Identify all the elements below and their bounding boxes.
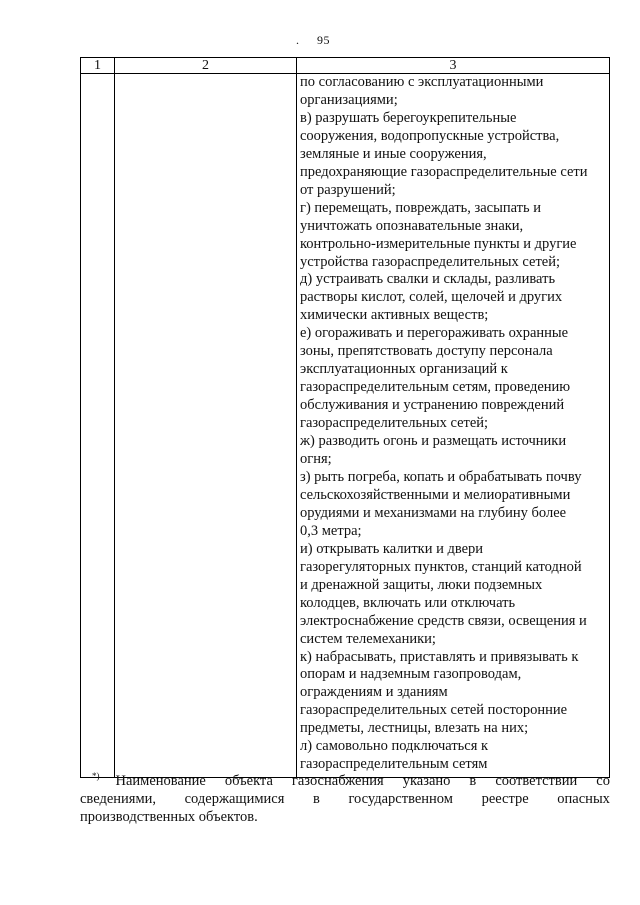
cell-text-line: газораспределительным сетям [300,756,488,773]
footnote-word: Наименование [115,773,206,789]
cell-text-line: колодцев, включать или отключать [300,594,516,611]
cell-text-line: предохраняющие газораспределительные сети [300,163,588,180]
cell-text-line: по согласованию с эксплуатационными [300,74,544,90]
cell-text-line: ограждениям и зданиям [300,684,448,701]
cell-text-line: газорегуляторных пунктов, станций катодной [300,558,582,575]
cell-text-line: систем телемеханики; [300,630,436,647]
table-row [81,74,610,778]
cell-text-line: зоны, препятствовать доступу персонала [300,343,553,360]
table-header-row [81,58,610,74]
cell-text-line: эксплуатационных организаций к [300,361,508,378]
cell-text-line: г) перемещать, повреждать, засыпать и [300,199,542,216]
cell-col-3 [297,74,610,778]
footnote-word: в [469,773,477,789]
cell-text-line: 0,3 метра; [300,522,362,539]
cell-text-line: опорам и надземным газопроводам, [300,666,522,683]
cell-text-line: газораспределительных сетей посторонние [300,702,568,719]
cell-text-line: орудиями и механизмами на глубину более [300,504,567,521]
footnote-word: указано [402,773,451,789]
cell-text-line: з) рыть погреба, копать и обрабатывать почву [300,468,582,485]
header-col-3: 3 [297,58,610,74]
cell-text-line: огня; [300,451,332,468]
footnote-line-3: производственных объектов. [80,809,258,825]
page-number-dot: . [296,33,300,47]
cell-text-line: контрольно-измерительные пункты и другие [300,235,577,252]
cell-text-line: и) открывать калитки и двери [300,540,484,557]
cell-text-line: растворы кислот, солей, щелочей и других [300,289,563,306]
footnote-word: опасных [557,791,610,807]
footnote-word: газоснабжения [291,773,384,789]
footnote-word: государственном [348,791,453,807]
cell-text-line: сооружения, водопропускные устройства, [300,127,560,144]
footnote [80,772,610,826]
cell-text-line: электроснабжение средств связи, освещения и [300,612,587,629]
footnote-word: соответствии [495,773,578,789]
cell-text-line: л) самовольно подключаться к [300,738,489,755]
cell-text-line: в) разрушать берегоукрепительные [300,109,517,126]
cell-text-line: газораспределительных сетей; [300,415,489,432]
cell-text-line: предметы, лестницы, влезать на них; [300,720,529,737]
cell-text-line: устройства газораспределительных сетей; [300,253,561,270]
cell-text-line: д) устраивать свалки и склады, разливать [300,271,556,288]
footnote-word: объекта [224,773,273,789]
cell-text-line: и дренажной защиты, люки подземных [300,576,543,593]
cell-text-line: к) набрасывать, приставлять и привязывать к [300,648,579,665]
cell-text-line: газораспределительным сетям, проведению [300,379,571,396]
cell-text-line: сельскохозяйственными и мелиоративными [300,486,571,503]
cell-col-2 [115,74,297,778]
cell-text-line: химически активных веществ; [300,307,489,324]
footnote-word: со [596,773,610,789]
cell-text-line: уничтожать опознавательные знаки, [300,217,524,234]
footnote-word: в [313,791,320,807]
cell-text-line: земляные и иные сооружения, [300,145,487,162]
footnote-word: сведениями, [80,791,157,807]
cell-text-line: организациями; [300,91,398,108]
footnote-word: реестре [481,791,529,807]
cell-text-line: от разрушений; [300,181,396,198]
header-col-2: 2 [115,58,297,74]
footnote-word: содержащимися [184,791,285,807]
cell-text-line: обслуживания и устранению повреждений [300,397,565,414]
cell-text-line: ж) разводить огонь и размещать источники [300,433,567,450]
page-number [0,33,640,48]
header-col-1: 1 [81,58,115,74]
cell-col-1 [81,74,115,778]
footnote-line-2 [80,790,610,808]
cell-text-line: е) огораживать и перегораживать охранные [300,325,569,342]
document-table [80,57,610,778]
page-number-value: 95 [317,33,330,47]
footnote-line-1 [80,772,610,790]
footnote-mark: *) [92,771,100,781]
